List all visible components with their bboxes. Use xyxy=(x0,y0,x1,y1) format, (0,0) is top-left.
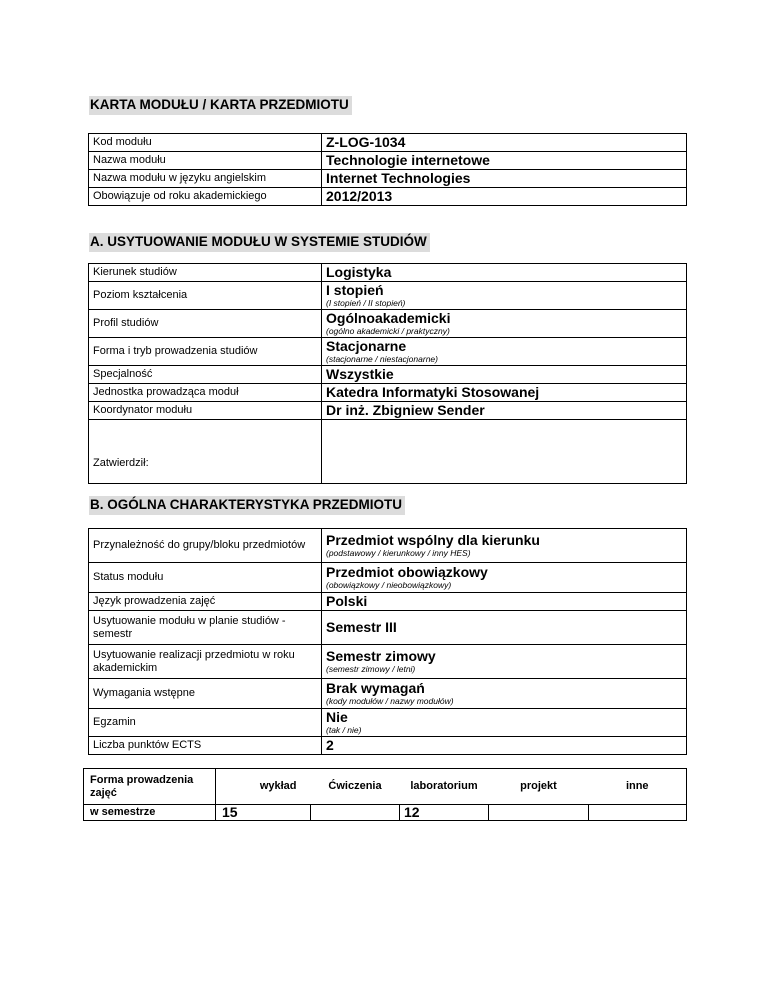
column-project: projekt xyxy=(489,769,589,805)
specialty-value: Wszystkie xyxy=(326,366,394,382)
unit-row xyxy=(89,384,687,402)
profile-value: Ogólnoakademicki xyxy=(326,310,451,326)
requirements-hint: (kody modułów / nazwy modułów) xyxy=(326,696,454,706)
column-lecture: wykład xyxy=(216,769,311,805)
exam-row xyxy=(89,709,687,737)
module-info-table xyxy=(88,133,687,206)
forms-header-label: Forma prowadzenia zajęć xyxy=(84,769,216,805)
group-value: Przedmiot wspólny dla kierunku xyxy=(326,532,540,548)
page-title: KARTA MODUŁU / KARTA PRZEDMIOTU xyxy=(89,96,352,115)
field-of-study-row xyxy=(89,264,687,282)
profile-hint: (ogólno akademicki / praktyczny) xyxy=(326,326,450,336)
column-other: inne xyxy=(589,769,687,805)
specialty-label: Specjalność xyxy=(89,366,322,384)
other-hours xyxy=(589,805,687,821)
study-mode-value: Stacjonarne xyxy=(326,338,407,354)
academic-year-label: Obowiązuje od roku akademickiego xyxy=(89,188,322,206)
requirements-row xyxy=(89,679,687,709)
project-hours xyxy=(489,805,589,821)
unit-value: Katedra Informatyki Stosowanej xyxy=(326,384,540,400)
requirements-label: Wymagania wstępne xyxy=(89,679,322,709)
section-b-title: B. OGÓLNA CHARAKTERYSTYKA PRZEDMIOTU xyxy=(89,496,405,515)
academic-year-value: 2012/2013 xyxy=(326,188,393,204)
section-a-table xyxy=(88,263,687,484)
module-code-value: Z-LOG-1034 xyxy=(326,134,406,150)
column-laboratory: laboratorium xyxy=(400,769,489,805)
profile-label: Profil studiów xyxy=(89,310,322,338)
coordinator-value: Dr inż. Zbigniew Sender xyxy=(326,402,485,418)
semester-label: Usytuowanie modułu w planie studiów - semestr xyxy=(89,611,322,645)
module-code-row xyxy=(89,134,687,152)
status-hint: (obowiązkowy / nieobowiązkowy) xyxy=(326,580,452,590)
laboratory-hours: 12 xyxy=(400,805,489,821)
exam-label: Egzamin xyxy=(89,709,322,737)
approved-label: Zatwierdził: xyxy=(89,420,322,484)
academic-year-row xyxy=(89,188,687,206)
section-b-table xyxy=(88,528,687,755)
module-code-label: Kod modułu xyxy=(89,134,322,152)
ects-label: Liczba punktów ECTS xyxy=(89,737,322,755)
semester-value: Semestr III xyxy=(326,619,397,635)
status-value: Przedmiot obowiązkowy xyxy=(326,564,488,580)
ects-row xyxy=(89,737,687,755)
module-name-en-value: Internet Technologies xyxy=(326,170,471,186)
level-row xyxy=(89,282,687,310)
module-name-label: Nazwa modułu xyxy=(89,152,322,170)
study-mode-hint: (stacjonarne / niestacjonarne) xyxy=(326,354,438,364)
group-row xyxy=(89,529,687,563)
module-name-en-row xyxy=(89,170,687,188)
profile-row xyxy=(89,310,687,338)
unit-label: Jednostka prowadząca moduł xyxy=(89,384,322,402)
field-of-study-value: Logistyka xyxy=(326,264,392,280)
study-mode-label: Forma i tryb prowadzenia studiów xyxy=(89,338,322,366)
lecture-hours: 15 xyxy=(216,805,311,821)
language-value: Polski xyxy=(326,593,368,609)
semester-row xyxy=(89,611,687,645)
semester-row-label: w semestrze xyxy=(84,805,216,821)
coordinator-label: Koordynator modułu xyxy=(89,402,322,420)
specialty-row xyxy=(89,366,687,384)
exercises-hours xyxy=(311,805,400,821)
module-name-row xyxy=(89,152,687,170)
realization-row xyxy=(89,645,687,679)
forms-header-row xyxy=(84,769,687,805)
forms-values-row xyxy=(84,805,687,821)
language-label: Język prowadzenia zajęć xyxy=(89,593,322,611)
approved-row xyxy=(89,420,687,484)
section-a-title: A. USYTUOWANIE MODUŁU W SYSTEMIE STUDIÓW xyxy=(89,233,430,252)
forms-table xyxy=(83,768,687,821)
ects-value: 2 xyxy=(326,737,334,753)
module-name-value: Technologie internetowe xyxy=(326,152,490,168)
language-row xyxy=(89,593,687,611)
realization-hint: (semestr zimowy / letni) xyxy=(326,664,416,674)
study-mode-row xyxy=(89,338,687,366)
realization-value: Semestr zimowy xyxy=(326,648,436,664)
column-exercises: Ćwiczenia xyxy=(311,769,400,805)
coordinator-row xyxy=(89,402,687,420)
status-row xyxy=(89,563,687,593)
level-label: Poziom kształcenia xyxy=(89,282,322,310)
group-label: Przynależność do grupy/bloku przedmiotów xyxy=(89,529,322,563)
requirements-value: Brak wymagań xyxy=(326,680,425,696)
realization-label: Usytuowanie realizacji przedmiotu w roku akademickim xyxy=(89,645,322,679)
level-value: I stopień xyxy=(326,282,384,298)
exam-hint: (tak / nie) xyxy=(326,725,362,735)
exam-value: Nie xyxy=(326,709,348,725)
status-label: Status modułu xyxy=(89,563,322,593)
level-hint: (I stopień / II stopień) xyxy=(326,298,406,308)
group-hint: (podstawowy / kierunkowy / inny HES) xyxy=(326,548,471,558)
field-of-study-label: Kierunek studiów xyxy=(89,264,322,282)
module-name-en-label: Nazwa modułu w języku angielskim xyxy=(89,170,322,188)
